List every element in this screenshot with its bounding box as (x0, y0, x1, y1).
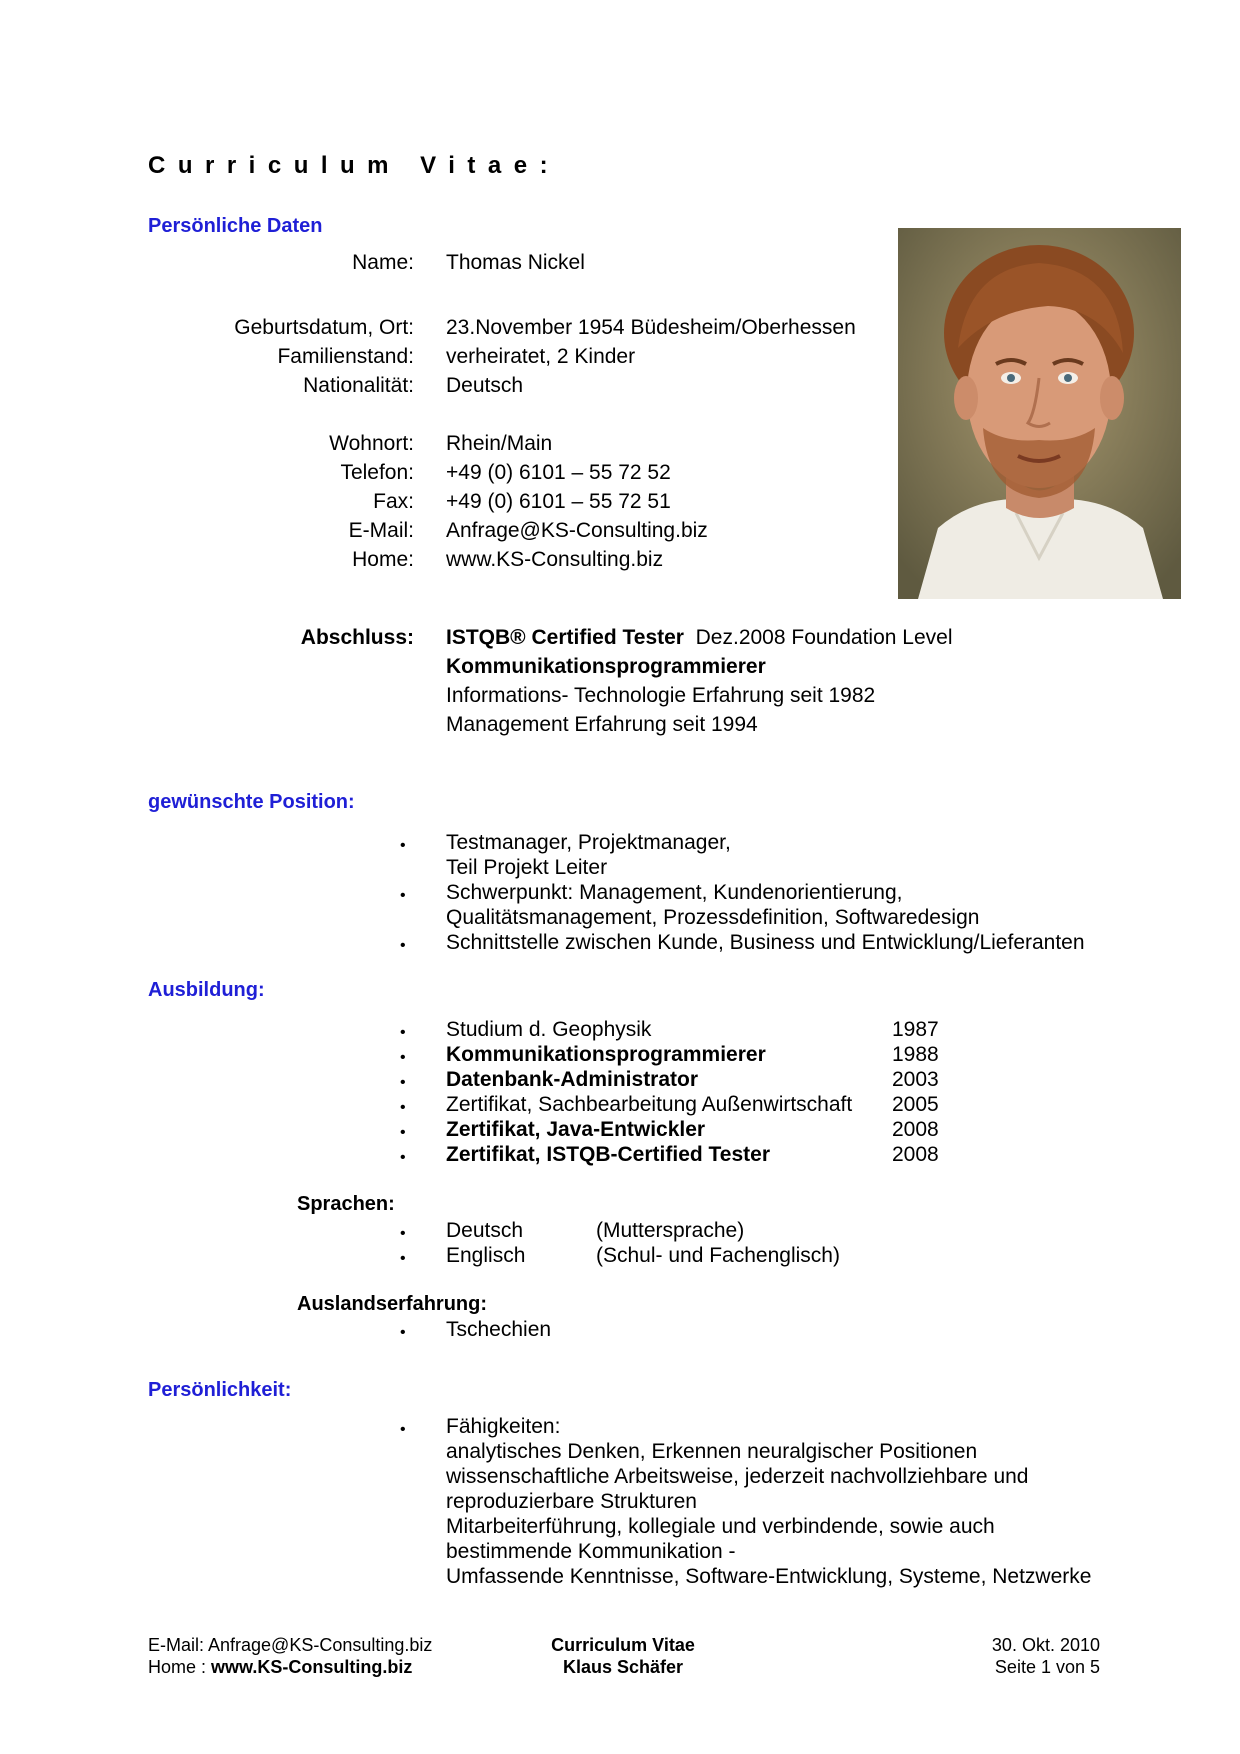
degree-certification-detail: Dez.2008 Foundation Level (695, 626, 953, 649)
bullet: • (400, 1049, 406, 1066)
name-value: Thomas Nickel (446, 251, 585, 274)
birth-label: Geburtsdatum, Ort: (234, 316, 414, 339)
bullet: • (400, 887, 406, 904)
language-level: (Muttersprache) (596, 1219, 745, 1242)
email-value[interactable]: Anfrage@KS-Consulting.biz (446, 519, 708, 542)
section-position-heading: gewünschte Position: (148, 791, 355, 813)
bullet: • (400, 1149, 406, 1166)
residence-label: Wohnort: (329, 432, 414, 455)
section-personality-heading: Persönlichkeit: (148, 1379, 292, 1401)
personality-heading: Fähigkeiten: (446, 1415, 561, 1438)
fax-label: Fax: (373, 490, 414, 513)
degree-certification: ISTQB® Certified Tester (446, 626, 684, 649)
degree-line-2: Kommunikationsprogrammierer (446, 655, 766, 678)
name-label: Name: (352, 251, 414, 274)
education-item-year: 2008 (892, 1118, 939, 1141)
abroad-heading: Auslandserfahrung: (297, 1293, 488, 1315)
footer-author: Klaus Schäfer (562, 1657, 684, 1677)
degree-line-3: Informations- Technologie Erfahrung seit 1982 (446, 684, 876, 707)
phone-value: +49 (0) 6101 – 55 72 52 (446, 461, 671, 484)
family-label: Familienstand: (277, 345, 414, 368)
degree-line-1 (446, 625, 953, 650)
footer-home-prefix: Home : (148, 1657, 212, 1677)
bullet: • (400, 1250, 406, 1267)
education-item-text: Zertifikat, ISTQB-Certified Tester (446, 1143, 771, 1166)
residence-value: Rhein/Main (446, 432, 553, 455)
language-level: (Schul- und Fachenglisch) (596, 1244, 840, 1267)
bullet: • (400, 1099, 406, 1116)
footer-doc-title: Curriculum Vitae (551, 1635, 695, 1655)
birth-value: 23.November 1954 Büdesheim/Oberhessen (446, 316, 856, 339)
nationality-label: Nationalität: (303, 374, 414, 397)
education-item-year: 2005 (892, 1093, 939, 1116)
education-item-text: Kommunikationsprogrammierer (446, 1043, 766, 1066)
education-item-year: 1987 (892, 1018, 939, 1041)
section-personal-heading: Persönliche Daten (148, 215, 323, 237)
personality-line: bestimmende Kommunikation - (446, 1540, 736, 1563)
portrait-photo (898, 228, 1181, 599)
section-education-heading: Ausbildung: (148, 979, 265, 1001)
bullet: • (400, 1421, 406, 1438)
nationality-value: Deutsch (446, 374, 524, 397)
footer-home (148, 1657, 412, 1679)
email-label: E-Mail: (348, 519, 414, 542)
bullet: • (400, 1124, 406, 1141)
education-item-text: Zertifikat, Java-Entwickler (446, 1118, 706, 1141)
home-label: Home: (352, 548, 414, 571)
family-value: verheiratet, 2 Kinder (446, 345, 636, 368)
position-item-1-line-1: Testmanager, Projektmanager, (446, 831, 731, 854)
abroad-item: Tschechien (446, 1318, 552, 1341)
education-item-text: Datenbank-Administrator (446, 1068, 699, 1091)
footer-page-number: Seite 1 von 5 (994, 1657, 1100, 1677)
personality-line: wissenschaftliche Arbeitsweise, jederzeit nachvollziehbare und (446, 1465, 1029, 1488)
bullet: • (400, 1225, 406, 1242)
footer-email: E-Mail: Anfrage@KS-Consulting.biz (148, 1635, 433, 1655)
position-item-2-line-1: Schwerpunkt: Management, Kundenorientierung, (446, 881, 903, 904)
language-name: Englisch (446, 1244, 526, 1267)
degree-line-4: Management Erfahrung seit 1994 (446, 713, 758, 736)
bullet: • (400, 1074, 406, 1091)
home-value[interactable]: www.KS-Consulting.biz (446, 548, 664, 571)
bullet: • (400, 837, 406, 854)
cv-title: Curriculum Vitae: (148, 152, 561, 179)
footer-date: 30. Okt. 2010 (991, 1635, 1100, 1655)
footer-home-link[interactable]: www.KS-Consulting.biz (211, 1657, 413, 1677)
fax-value: +49 (0) 6101 – 55 72 51 (446, 490, 671, 513)
education-item-year: 1988 (892, 1043, 939, 1066)
position-item-2-line-2: Qualitätsmanagement, Prozessdefinition, Softwaredesign (446, 906, 980, 929)
education-item-text: Zertifikat, Sachbearbeitung Außenwirtschaft (446, 1093, 853, 1116)
languages-heading: Sprachen: (297, 1193, 395, 1215)
bullet: • (400, 1324, 406, 1341)
language-name: Deutsch (446, 1219, 524, 1242)
position-item-3-line-1: Schnittstelle zwischen Kunde, Business und Entwicklung/Lieferanten (446, 931, 1085, 954)
position-item-1-line-2: Teil Projekt Leiter (446, 856, 608, 879)
portrait-illustration (898, 228, 1181, 599)
education-item-text: Studium d. Geophysik (446, 1018, 652, 1041)
education-item-year: 2003 (892, 1068, 939, 1091)
personality-line: Umfassende Kenntnisse, Software-Entwicklung, Systeme, Netzwerke (446, 1565, 1092, 1588)
bullet: • (400, 1024, 406, 1041)
personality-line: analytisches Denken, Erkennen neuralgischer Positionen (446, 1440, 978, 1463)
bullet: • (400, 937, 406, 954)
degree-label: Abschluss: (300, 626, 414, 649)
phone-label: Telefon: (340, 461, 414, 484)
personality-line: Mitarbeiterführung, kollegiale und verbindende, sowie auch (446, 1515, 995, 1538)
personality-line: reproduzierbare Strukturen (446, 1490, 697, 1513)
education-item-year: 2008 (892, 1143, 939, 1166)
